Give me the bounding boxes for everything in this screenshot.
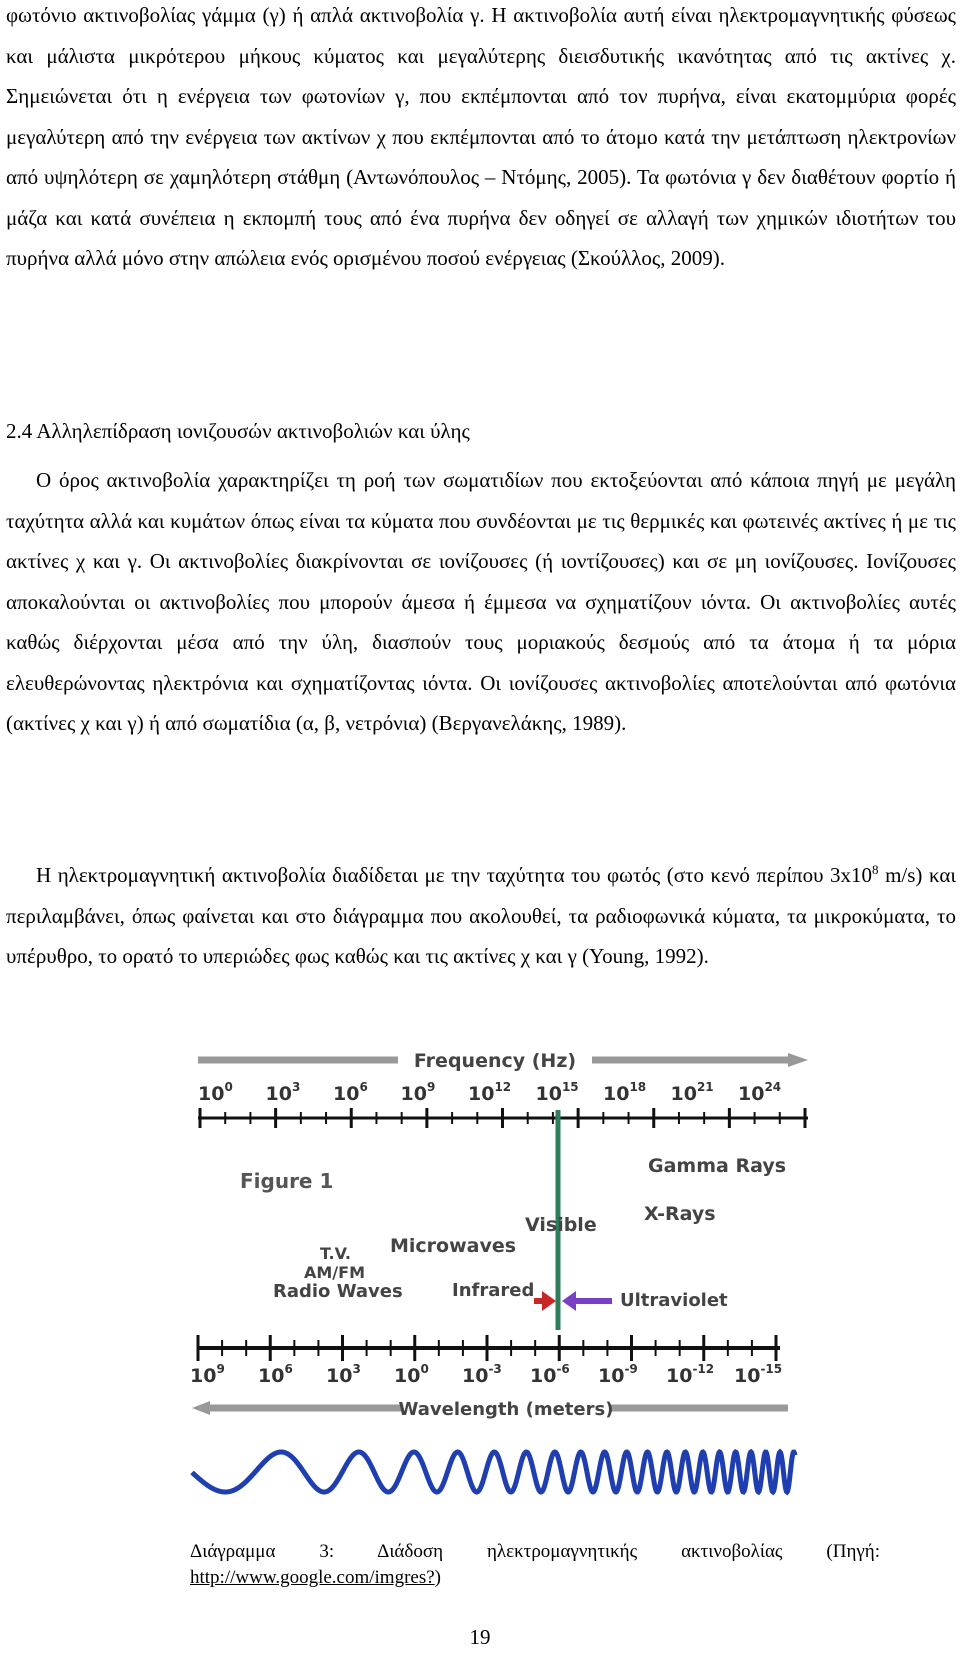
frequency-tick-label xyxy=(333,1080,368,1105)
gamma-rays-label: Gamma Rays xyxy=(648,1155,787,1177)
wavelength-tick-label xyxy=(462,1362,502,1387)
frequency-tick-label xyxy=(198,1080,233,1105)
em-spectrum-figure xyxy=(190,1050,830,1520)
wavelength-tick-label-exponent: -6 xyxy=(556,1362,570,1376)
wavelength-tick-label xyxy=(530,1362,570,1387)
wavelength-tick-label-exponent: -3 xyxy=(488,1362,502,1376)
wavelength-title-arrowhead xyxy=(192,1401,210,1415)
frequency-tick-label xyxy=(671,1080,714,1105)
ultraviolet-label: Ultraviolet xyxy=(620,1290,728,1311)
wavelength-tick-label-base: 10 xyxy=(394,1365,421,1387)
caption-end: ) xyxy=(434,1567,441,1588)
frequency-tick-label xyxy=(266,1080,301,1105)
wavelength-tick-labels xyxy=(190,1362,782,1387)
frequency-tick-label-exponent: 3 xyxy=(291,1080,301,1094)
ultraviolet-arrow xyxy=(562,1291,612,1311)
am-fm-label: AM/FM xyxy=(304,1263,365,1282)
x-rays-label: X-Rays xyxy=(644,1203,716,1225)
em-text-after: m/s) και περιλαμβάνει, όπως φαίνεται και στο διάγραμμα που ακολουθεί, τα ραδιοφωνικά κύματα, τα μικροκύματα, το υπέρυθρο, το ορατό το υπεριώδες φως καθώς και τις ακτίνες χ και γ (Young, 1992). xyxy=(6,863,956,968)
frequency-tick-label-base: 10 xyxy=(670,1083,697,1105)
frequency-tick-label-base: 10 xyxy=(468,1083,495,1105)
em-spectrum-diagram xyxy=(190,1050,830,1520)
frequency-tick-label xyxy=(468,1080,511,1105)
page-number: 19 xyxy=(469,1625,491,1649)
wavelength-tick-label-base: 10 xyxy=(258,1365,285,1387)
paragraph-em-radiation xyxy=(6,855,956,977)
frequency-tick-label-exponent: 21 xyxy=(696,1080,714,1094)
caption-source-link[interactable]: http://www.google.com/imgres? xyxy=(190,1567,435,1588)
radio-waves-label: Radio Waves xyxy=(273,1281,403,1302)
frequency-title-arrowhead xyxy=(788,1053,808,1067)
frequency-tick-label-base: 10 xyxy=(333,1083,360,1105)
wavelength-tick-label xyxy=(598,1362,638,1387)
section-heading: 2.4 Αλληλεπίδραση ιονιζουσών ακτινοβολιών και ύλης xyxy=(6,419,470,443)
wavelength-tick-label-exponent: -9 xyxy=(624,1362,638,1376)
frequency-tick-label-exponent: 12 xyxy=(494,1080,512,1094)
caption-source xyxy=(190,1566,441,1590)
frequency-tick-label-base: 10 xyxy=(265,1083,292,1105)
microwaves-label: Microwaves xyxy=(390,1235,517,1257)
frequency-tick-label-base: 10 xyxy=(603,1083,630,1105)
tv-label: T.V. xyxy=(320,1244,351,1263)
frequency-tick-label-exponent: 0 xyxy=(224,1080,233,1094)
paragraph-ionizing-radiation: Ο όρος ακτινοβολία χαρακτηρίζει τη ροή των σωματιδίων που εκτοξεύονται από κάποια πηγή με μεγάλη ταχύτητα αλλά και κυμάτων όπως είναι τα κύματα που συνδέονται με τις θερμικές και φωτεινές ακτίνες ή με τις ακτίνες χ και γ. Οι ακτινοβολίες διακρίνονται σε ιονίζουσες (ή ιοντίζουσες) και σε μη ιονίζουσες. Ιονίζουσες αποκαλούνται οι ακτινοβολίες που μπορούν άμεσα ή έμμεσα να σχηματίζουν ιόντα. Οι ακτινοβολίες αυτές καθώς διέρχονται μέσα από την ύλη, διασπούν τους μοριακούς δεσμούς από τα άτομα ή τα μόρια ελευθερώνοντας ηλεκτρόνια και σχηματίζοντας ιόντα. Οι ιονίζουσες ακτινοβολίες αποτελούνται από φωτόνια (ακτίνες χ και γ) ή από σωματίδια (α, β, νετρόνια) (Βεργανελάκης, 1989). xyxy=(6,468,956,735)
wavelength-tick-label xyxy=(666,1362,714,1387)
frequency-tick-label-base: 10 xyxy=(198,1083,225,1105)
wavelength-tick-label-base: 10 xyxy=(462,1365,489,1387)
paragraph-gamma-radiation: φωτόνιο ακτινοβολίας γάμμα (γ) ή απλά ακτινοβολία γ. Η ακτινοβολία αυτή είναι ηλεκτρομαγνητικής φύσεως και μάλιστα μικρότερου μήκους κύματος και μεγαλύτερης διεισδυτικής ικανότητας από τις ακτίνες χ. Σημειώνεται ότι η ενέργεια των φωτονίων γ, που εκπέμπονται από τον πυρήνα, είναι εκατομμύρια φορές μεγαλύτερη από την ενέργεια των ακτίνων χ που εκπέμπονται από το άτομο κατά την μετάπτωση ηλεκτρονίων από υψηλότερη σε χαμηλότερη στάθμη (Αντωνόπουλος – Ντόμης, 2005). Τα φωτόνια γ δεν διαθέτουν φορτίο ή μάζα και κατά συνέπεια η εκπομπή τους από ένα πυρήνα δεν οδηγεί σε αλλαγή των χημικών ιδιοτήτων του πυρήνα αλλά μόνο στην απώλεια ενός ορισμένου ποσού ενέργειας (Σκούλλος, 2009). xyxy=(6,3,956,270)
frequency-tick-labels xyxy=(198,1080,781,1105)
wavelength-tick-label-base: 10 xyxy=(530,1365,557,1387)
wavelength-tick-label-exponent: -12 xyxy=(692,1362,715,1376)
frequency-tick-label xyxy=(536,1080,579,1105)
figure-label: Figure 1 xyxy=(240,1169,334,1193)
wavelength-tick-label-exponent: -15 xyxy=(760,1362,783,1376)
frequency-tick-label-base: 10 xyxy=(535,1083,562,1105)
frequency-tick-label-exponent: 6 xyxy=(359,1080,368,1094)
infrared-arrow xyxy=(534,1291,556,1311)
wavelength-tick-label-exponent: 0 xyxy=(420,1362,429,1376)
frequency-tick-label-base: 10 xyxy=(738,1083,765,1105)
frequency-tick-label xyxy=(603,1080,646,1105)
wavelength-tick-label-base: 10 xyxy=(734,1365,761,1387)
wavelength-tick-label-base: 10 xyxy=(190,1365,217,1387)
wavelength-tick-label xyxy=(394,1362,429,1387)
frequency-tick-label-exponent: 24 xyxy=(764,1080,782,1094)
wavelength-tick-label xyxy=(326,1362,361,1387)
em-exponent: 8 xyxy=(872,862,879,877)
frequency-tick-label-base: 10 xyxy=(400,1083,427,1105)
wavelength-tick-label-base: 10 xyxy=(666,1365,693,1387)
visible-label: Visible xyxy=(525,1214,597,1236)
frequency-title-group xyxy=(198,1050,808,1072)
frequency-tick-label-exponent: 15 xyxy=(561,1080,579,1094)
figure-caption: Διάγραμμα 3: Διάδοση ηλεκτρομαγνητικής ακτινοβολίας (Πηγή: xyxy=(190,1541,880,1562)
wavelength-tick-label xyxy=(734,1362,782,1387)
wavelength-tick-label-exponent: 9 xyxy=(216,1362,225,1376)
frequency-tick-label xyxy=(738,1080,781,1105)
frequency-tick-label-exponent: 9 xyxy=(426,1080,436,1094)
wavelength-title: Wavelength (meters) xyxy=(398,1399,614,1420)
em-text-before: Η ηλεκτρομαγνητική ακτινοβολία διαδίδεται με την ταχύτητα του φωτός (στο κενό περίπου 3x10 xyxy=(36,863,873,887)
wavelength-title-group xyxy=(192,1399,788,1420)
wavelength-tick-label-exponent: 6 xyxy=(284,1362,293,1376)
frequency-title: Frequency (Hz) xyxy=(413,1050,577,1072)
wavelength-tick-label xyxy=(190,1362,225,1387)
wavelength-tick-label-exponent: 3 xyxy=(352,1362,361,1376)
wavelength-tick-label-base: 10 xyxy=(326,1365,353,1387)
wavelength-tick-label-base: 10 xyxy=(598,1365,625,1387)
frequency-tick-label-exponent: 18 xyxy=(629,1080,647,1094)
frequency-tick-label xyxy=(401,1080,436,1105)
infrared-label: Infrared xyxy=(452,1280,535,1301)
wavelength-tick-label xyxy=(258,1362,293,1387)
frequency-chirp-wave xyxy=(192,1452,795,1492)
